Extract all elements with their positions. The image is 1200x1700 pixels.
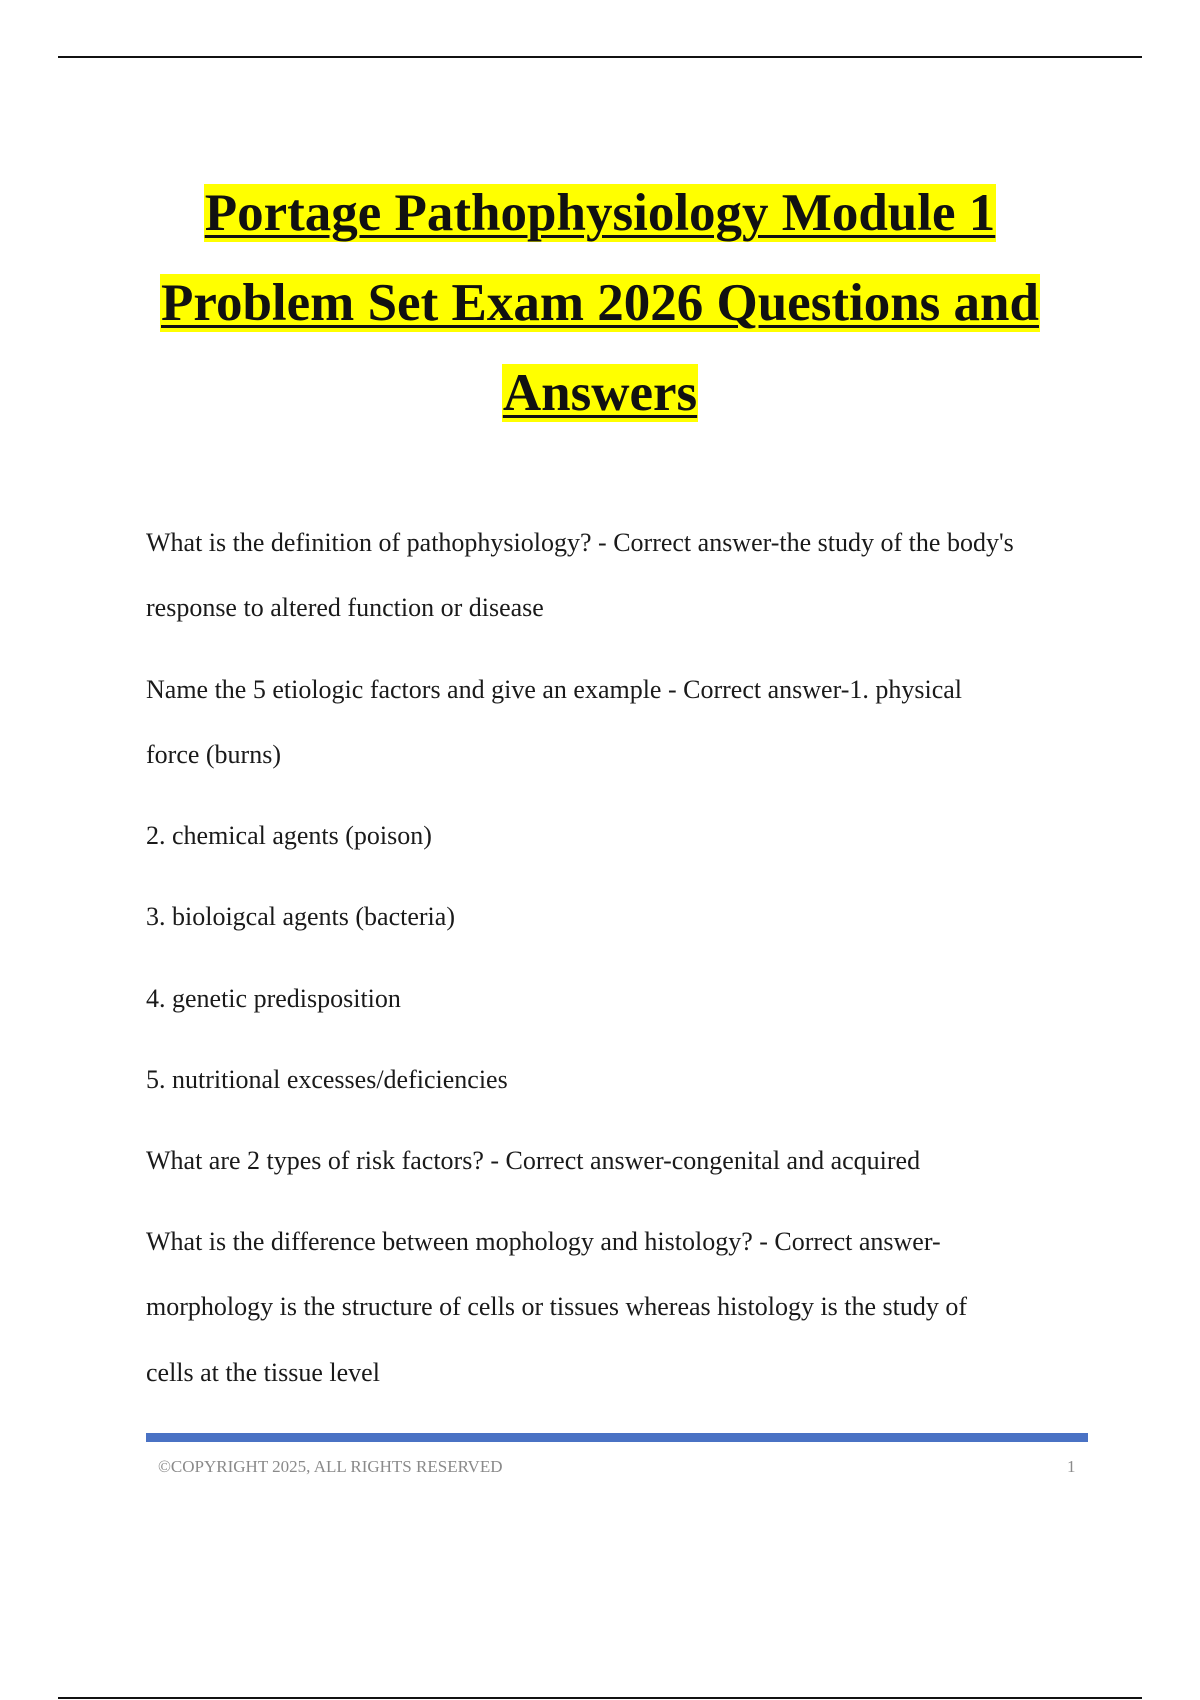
answer-line: 2. chemical agents (poison) — [146, 821, 432, 850]
page-number: 1 — [1067, 1457, 1076, 1476]
question-line: What is the difference between mophology and histology? - Correct answer- — [146, 1227, 941, 1256]
question-line: Name the 5 etiologic factors and give an example - Correct answer-1. physical — [146, 675, 963, 704]
answer-line: 4. genetic predisposition — [146, 984, 401, 1013]
bottom-rule — [58, 1697, 1142, 1699]
footer-copyright: ©COPYRIGHT 2025, ALL RIGHTS RESERVED — [158, 1457, 503, 1476]
title-line: Problem Set Exam 2026 Questions and — [161, 274, 1039, 332]
question-line: What is the definition of pathophysiology? - Correct answer-the study of the body's — [146, 528, 1014, 557]
answer-line: response to altered function or disease — [146, 593, 544, 622]
document-title — [0, 168, 1200, 438]
question-line: What are 2 types of risk factors? - Correct answer-congenital and acquired — [146, 1146, 921, 1175]
answer-line: 5. nutritional excesses/deficiencies — [146, 1065, 508, 1094]
top-rule — [58, 56, 1142, 58]
footer-divider-bar — [146, 1433, 1088, 1442]
title-line: Answers — [502, 364, 698, 422]
answer-line: force (burns) — [146, 740, 281, 769]
answer-line: cells at the tissue level — [146, 1358, 380, 1387]
answer-line: morphology is the structure of cells or tissues whereas histology is the study of — [146, 1292, 968, 1321]
answer-line: 3. bioloigcal agents (bacteria) — [146, 902, 455, 931]
title-line: Portage Pathophysiology Module 1 — [204, 184, 996, 242]
